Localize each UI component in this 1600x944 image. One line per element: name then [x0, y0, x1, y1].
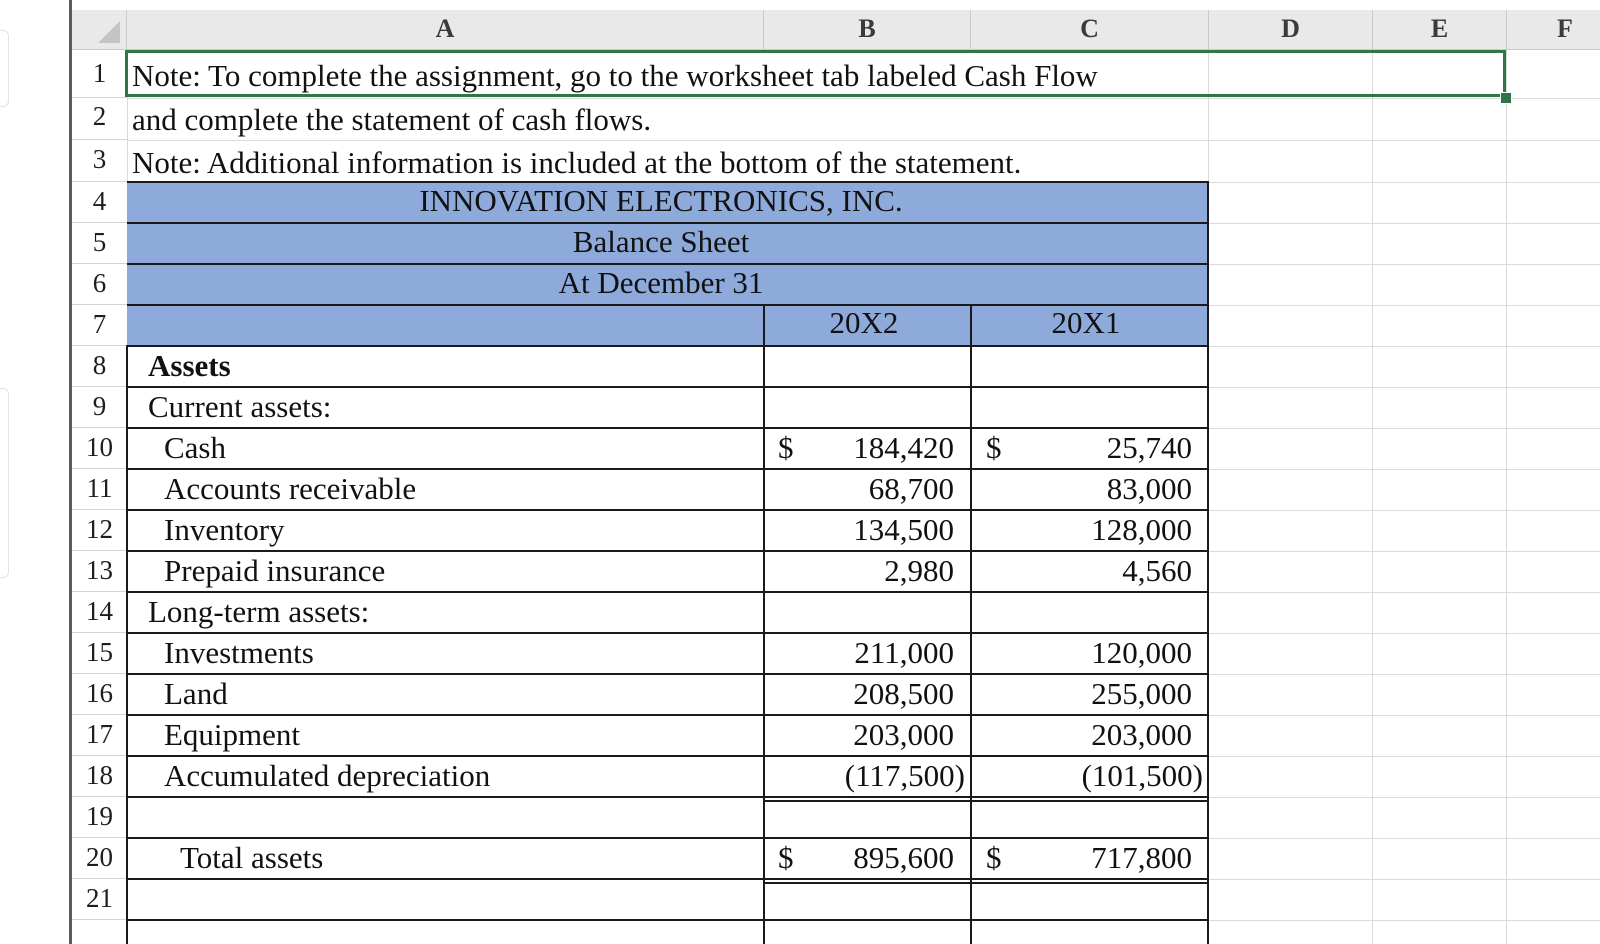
gutter-tab: [0, 30, 9, 107]
value-accum-dep-20x2[interactable]: (117,500): [844, 758, 965, 793]
line-label-assets[interactable]: Assets: [148, 348, 231, 383]
row-header-17[interactable]: 17: [72, 715, 127, 756]
gridline: [1372, 50, 1373, 944]
table-border: [127, 468, 1209, 470]
gridline: [1209, 551, 1600, 552]
line-label-accounts-receivable[interactable]: Accounts receivable: [164, 471, 417, 506]
table-border: [127, 345, 1209, 347]
left-gutter: [0, 0, 70, 944]
currency-symbol: $: [778, 430, 794, 465]
note-line-1[interactable]: Note: To complete the assignment, go to the worksheet tab labeled Cash Flow: [132, 58, 1098, 93]
column-header-b[interactable]: B: [764, 10, 971, 50]
column-header-a[interactable]: A: [127, 10, 764, 50]
table-border: [127, 591, 1209, 593]
value-prepaid-20x1[interactable]: 4,560: [1122, 553, 1192, 588]
gridline: [1209, 182, 1600, 183]
note-line-3[interactable]: Note: Additional information is included at the bottom of the statement.: [132, 145, 1022, 180]
line-label-total-assets[interactable]: Total assets: [180, 840, 324, 875]
currency-symbol: $: [778, 840, 794, 875]
row-header-6[interactable]: 6: [72, 264, 127, 305]
table-border: [127, 509, 1209, 511]
value-accum-dep-20x1[interactable]: (101,500): [1081, 758, 1203, 793]
table-border: [127, 714, 1209, 716]
statement-title[interactable]: Balance Sheet: [572, 224, 750, 259]
gridline: [1209, 223, 1600, 224]
year-prior-header[interactable]: 20X1: [1051, 305, 1121, 340]
row-header-4[interactable]: 4: [72, 182, 127, 223]
gridline: [1209, 633, 1600, 634]
table-border-double: [764, 882, 1209, 884]
gutter-tab: [0, 388, 9, 578]
line-label-equipment[interactable]: Equipment: [164, 717, 301, 752]
line-label-land[interactable]: Land: [164, 676, 228, 711]
table-border-double: [764, 800, 1209, 802]
table-border: [127, 427, 1209, 429]
value-investments-20x1[interactable]: 120,000: [1091, 635, 1192, 670]
gridline: [1209, 510, 1600, 511]
gridline: [1209, 797, 1600, 798]
gridline: [1209, 264, 1600, 265]
row-header-21[interactable]: 21: [72, 879, 127, 920]
row-header-1[interactable]: 1: [72, 50, 127, 98]
currency-symbol: $: [986, 840, 1002, 875]
select-all-triangle-icon: [98, 21, 120, 43]
value-inventory-20x2[interactable]: 134,500: [853, 512, 954, 547]
gridline: [1506, 50, 1507, 944]
table-border: [127, 386, 1209, 388]
row-header-16[interactable]: 16: [72, 674, 127, 715]
gridline: [1209, 469, 1600, 470]
year-current-header[interactable]: 20X2: [829, 305, 899, 340]
table-border: [127, 878, 1209, 880]
gridline: [127, 98, 1600, 99]
value-land-20x1[interactable]: 255,000: [1091, 676, 1192, 711]
gridline: [1209, 920, 1600, 921]
table-border: [127, 632, 1209, 634]
row-header-20[interactable]: 20: [72, 838, 127, 879]
table-border: [127, 755, 1209, 757]
row-header-10[interactable]: 10: [72, 428, 127, 469]
row-header-3[interactable]: 3: [72, 140, 127, 182]
value-ar-20x1[interactable]: 83,000: [1106, 471, 1192, 506]
row-header-19[interactable]: 19: [72, 797, 127, 838]
value-equipment-20x1[interactable]: 203,000: [1091, 717, 1192, 752]
gridline: [1209, 756, 1600, 757]
table-border: [127, 796, 1209, 798]
row-header-8[interactable]: 8: [72, 346, 127, 387]
row-header-12[interactable]: 12: [72, 510, 127, 551]
note-line-2[interactable]: and complete the statement of cash flows.: [132, 102, 652, 137]
line-label-cash[interactable]: Cash: [164, 430, 226, 465]
table-border: [127, 550, 1209, 552]
line-label-accumulated-depreciation[interactable]: Accumulated depreciation: [164, 758, 491, 793]
line-label-current-assets[interactable]: Current assets:: [148, 389, 332, 424]
select-all-corner[interactable]: [72, 10, 127, 50]
value-cash-20x1[interactable]: 25,740: [1106, 430, 1192, 465]
row-header-11[interactable]: 11: [72, 469, 127, 510]
row-header-2[interactable]: 2: [72, 98, 127, 140]
row-header-15[interactable]: 15: [72, 633, 127, 674]
row-header-9[interactable]: 9: [72, 387, 127, 428]
line-label-investments[interactable]: Investments: [164, 635, 314, 670]
value-ar-20x2[interactable]: 68,700: [868, 471, 954, 506]
gridline: [1209, 674, 1600, 675]
row-header-5[interactable]: 5: [72, 223, 127, 264]
column-header-e[interactable]: E: [1373, 10, 1507, 50]
gridline: [127, 140, 1600, 141]
gridline: [1209, 305, 1600, 306]
gridline: [1209, 346, 1600, 347]
gridline: [1209, 428, 1600, 429]
value-inventory-20x1[interactable]: 128,000: [1091, 512, 1192, 547]
column-header-c[interactable]: C: [971, 10, 1209, 50]
value-equipment-20x2[interactable]: 203,000: [853, 717, 954, 752]
table-border: [127, 673, 1209, 675]
table-border: [126, 345, 128, 944]
statement-date[interactable]: At December 31: [558, 265, 764, 300]
gridline: [1209, 387, 1600, 388]
value-investments-20x2[interactable]: 211,000: [854, 635, 954, 670]
currency-symbol: $: [986, 430, 1002, 465]
company-name[interactable]: INNOVATION ELECTRONICS, INC.: [419, 183, 903, 218]
table-border: [127, 837, 1209, 839]
value-total-assets-20x2[interactable]: 895,600: [853, 840, 954, 875]
row-header-18[interactable]: 18: [72, 756, 127, 797]
value-cash-20x2[interactable]: 184,420: [853, 430, 954, 465]
row-header-14[interactable]: 14: [72, 592, 127, 633]
row-header-7[interactable]: 7: [72, 305, 127, 346]
column-header-d[interactable]: D: [1209, 10, 1373, 50]
line-label-inventory[interactable]: Inventory: [164, 512, 285, 547]
cell-selection-border: [125, 50, 1506, 97]
line-label-long-term-assets[interactable]: Long-term assets:: [148, 594, 370, 629]
table-border: [1207, 181, 1209, 944]
gridline: [1209, 879, 1600, 880]
value-land-20x2[interactable]: 208,500: [853, 676, 954, 711]
gridline: [1209, 592, 1600, 593]
value-total-assets-20x1[interactable]: 717,800: [1091, 840, 1192, 875]
fill-handle[interactable]: [1500, 92, 1512, 104]
line-label-prepaid-insurance[interactable]: Prepaid insurance: [164, 553, 386, 588]
value-prepaid-20x2[interactable]: 2,980: [884, 553, 954, 588]
row-header-13[interactable]: 13: [72, 551, 127, 592]
gridline: [1209, 838, 1600, 839]
column-header-f[interactable]: F: [1507, 10, 1600, 50]
gridline: [1209, 715, 1600, 716]
table-border: [127, 919, 1209, 921]
